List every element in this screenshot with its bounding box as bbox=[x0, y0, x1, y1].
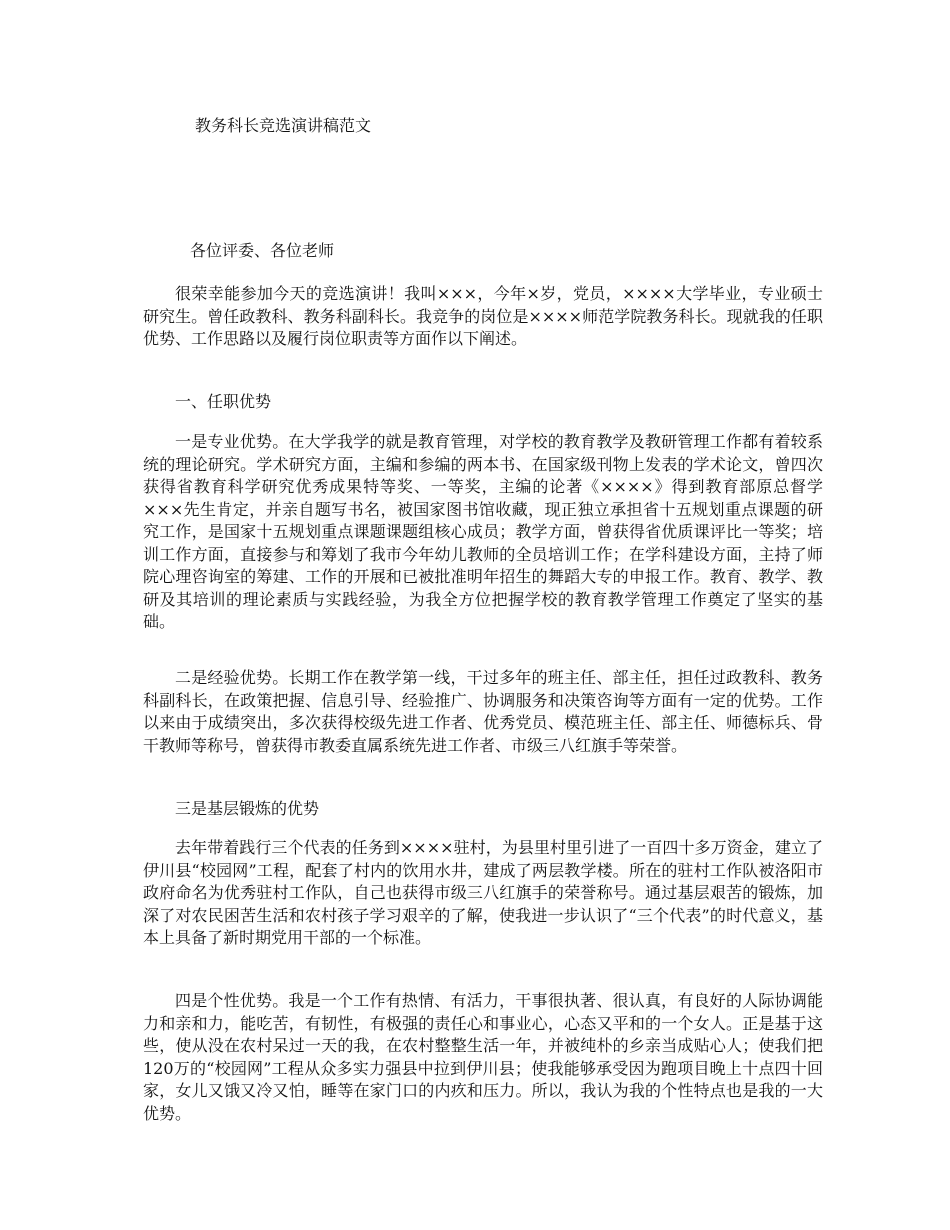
salutation: 各位评委、各位老师 bbox=[190, 241, 335, 260]
paragraph-professional-advantage: 一是专业优势。在大学我学的就是教育管理，对学校的教育教学及教研管理工作都有着较系统的理论研究。学术研究方面，主编和参编的两本书、在国家级刊物上发表的学术论文，曾四次获得省教育科学研究优秀成果特等奖、一等奖，主编的论著《××××》得到教育部原总督学×××先生肯定，并亲自题写书名，被国家图书馆收藏，现正独立承担省十五规划重点课题的研究工作，是国家十五规划重点课题课题组核心成员；教学方面，曾获得省优质课评比一等奖；培训工作方面，直接参与和筹划了我市今年幼儿教师的全员培训工作；在学科建设方面，主持了师院心理咨询室的筹建、工作的开展和已被批准明年招生的舞蹈大专的申报工作。教育、教学、教研及其培训的理论素质与实践经验，为我全方位把握学校的教育教学管理工作奠定了坚实的基础。 bbox=[143, 432, 823, 631]
document-title: 教务科长竞选演讲稿范文 bbox=[195, 116, 372, 135]
paragraph-experience-advantage: 二是经验优势。长期工作在教学第一线，干过多年的班主任、部主任，担任过政教科、教务科副科长，在政策把握、信息引导、经验推广、协调服务和决策咨询等方面有一定的优势。工作以来由于成绩突出，多次获得校级先进工作者、优秀党员、模范班主任、部主任、师德标兵、骨干教师等称号，曾获得市教委直属系统先进工作者、市级三八红旗手等荣誉。 bbox=[143, 668, 823, 755]
intro-paragraph: 很荣幸能参加今天的竞选演讲！我叫×××，今年×岁，党员，××××大学毕业，专业硕士研究生。曾任政教科、教务科副科长。我竞争的岗位是××××师范学院教务科长。现就我的任职优势、工作思路以及履行岗位职责等方面作以下阐述。 bbox=[143, 284, 823, 348]
paragraph-personality-advantage: 四是个性优势。我是一个工作有热情、有活力，干事很执著、很认真，有良好的人际协调能力和亲和力，能吃苦，有韧性，有极强的责任心和事业心，心态又平和的一个女人。正是基于这些，使从没在农村呆过一天的我，在农村整整生活一年，并被纯朴的乡亲当成贴心人；使我们把120万的“校园网”工程从众多实力强县中拉到伊川县；使我能够承受因为跑项目晚上十点四十回家，女儿又饿又冷又怕，睡等在家门口的内疚和压力。所以，我认为我的个性特点也是我的一大优势。 bbox=[143, 991, 823, 1123]
paragraph-grassroots-advantage: 去年带着践行三个代表的任务到××××驻村，为县里村里引进了一百四十多万资金，建立了伊川县“校园网”工程，配套了村内的饮用水井，建成了两层教学楼。所在的驻村工作队被洛阳市政府命名为优秀驻村工作队，自己也获得市级三八红旗手的荣誉称号。通过基层艰苦的锻炼，加深了对农民困苦生活和农村孩子学习艰辛的了解，使我进一步认识了“三个代表”的时代意义，基本上具备了新时期党用干部的一个标准。 bbox=[143, 838, 823, 947]
heading-grassroots-advantage: 三是基层锻炼的优势 bbox=[175, 799, 320, 818]
section-heading-qualifications: 一、任职优势 bbox=[175, 392, 272, 411]
